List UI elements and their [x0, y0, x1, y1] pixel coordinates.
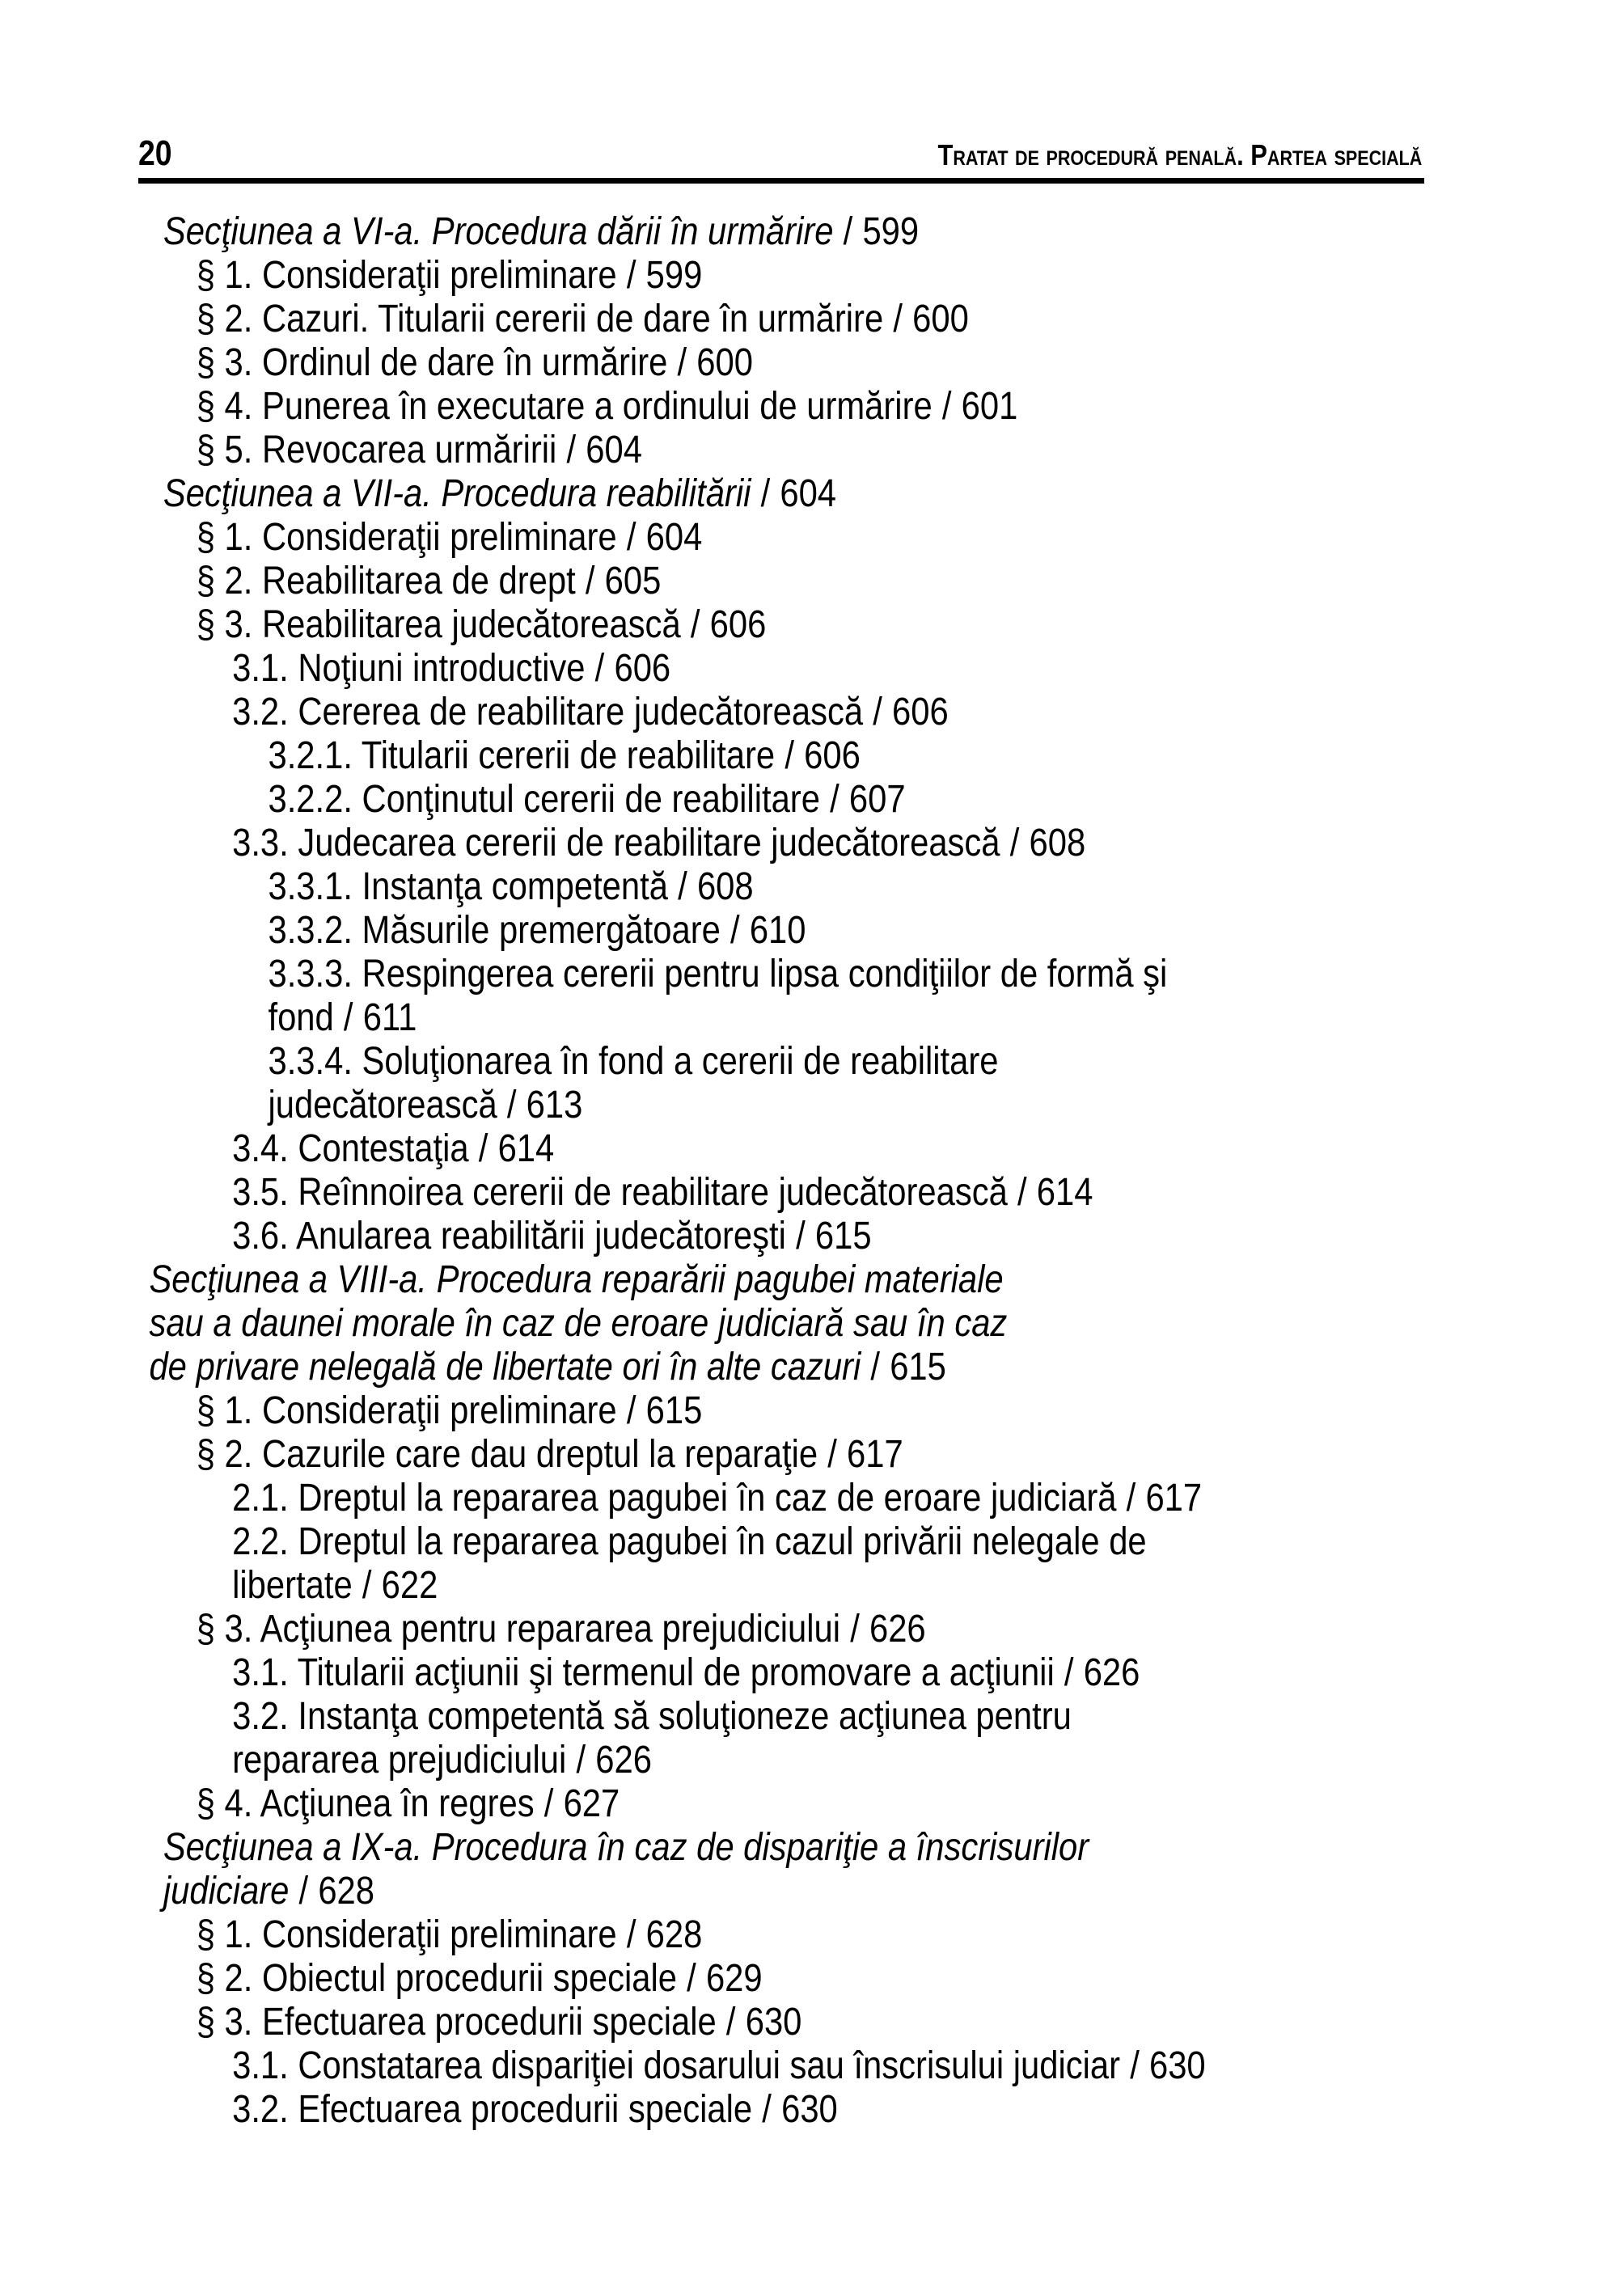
toc-entry: [0, 1127, 1413, 1171]
toc-entry-page: 607: [848, 778, 906, 821]
page-separator: /: [362, 1564, 372, 1607]
page-separator: /: [785, 734, 794, 777]
toc-entry: [0, 516, 1413, 560]
page-separator: /: [1009, 822, 1020, 864]
page-separator: /: [626, 1389, 636, 1432]
toc-entry: [0, 1695, 1413, 1739]
toc-entry-page: 629: [705, 1957, 763, 2000]
toc-entry: [0, 1389, 1413, 1433]
toc-entry-page: 626: [595, 1739, 652, 1782]
toc-entry-page: 615: [890, 1346, 946, 1389]
toc-entry: [0, 385, 1413, 429]
toc-entry: [0, 1433, 1413, 1477]
toc-entry-title: Secţiunea a VI-a. Procedura dării în urmărire: [163, 210, 834, 253]
page-separator: /: [566, 429, 577, 471]
toc-entry: [0, 734, 1413, 778]
toc-entry-title: 3.2. Instanţa competentă să soluţioneze acţiunea pentru: [232, 1695, 1072, 1738]
toc-entry-page: 606: [804, 734, 861, 777]
toc-entry: [0, 603, 1413, 647]
toc-entry-title: 3.1. Noţiuni introductive: [232, 647, 586, 690]
page-separator: /: [626, 254, 636, 297]
toc-entry: [0, 1171, 1413, 1215]
toc-entry-page: 628: [318, 1870, 375, 1913]
toc-entry: [0, 1084, 1413, 1127]
toc-entry-title: judiciare: [163, 1870, 290, 1913]
toc-entry-title: Secţiunea a VIII-a. Procedura reparării pagubei materiale: [149, 1258, 1004, 1301]
toc-entry-title: 3.2.2. Conţinutul cererii de reabilitare: [268, 778, 820, 821]
toc-entry-title: 3.3.3. Respingerea cererii pentru lipsa condiţiilor de formă şi: [268, 953, 1168, 995]
toc-entry-page: 627: [563, 1782, 620, 1825]
toc-entry: [0, 2044, 1413, 2088]
toc-entry-page: 626: [869, 1608, 926, 1651]
page-separator: /: [893, 298, 903, 340]
page-number: 20: [138, 133, 172, 173]
page-separator: /: [941, 385, 952, 428]
toc-entry-page: 611: [362, 996, 417, 1039]
page-separator: /: [796, 1215, 806, 1258]
toc-entry-page: 617: [847, 1433, 903, 1476]
toc-entry-title: 3.1. Titularii acţiunii şi termenul de promovare a acţiunii: [232, 1651, 1055, 1694]
running-header-title: Tratat de procedură penală. Partea specială: [937, 138, 1422, 171]
toc-entry-title: § 2. Reabilitarea de drept: [196, 560, 576, 602]
toc-entry-title: 3.3.4. Soluţionarea în fond a cererii de reabilitare: [268, 1040, 999, 1083]
toc-entry-page: 604: [586, 429, 642, 471]
toc-entry-title: sau a daunei morale în caz de eroare judiciară sau în caz: [149, 1302, 1008, 1345]
toc-entry-title: 3.3. Judecarea cererii de reabilitare judecătorească: [232, 822, 1000, 864]
page-separator: /: [830, 778, 839, 821]
page-separator: /: [626, 1913, 636, 1956]
page-separator: /: [1126, 1477, 1136, 1520]
toc-entry-page: 606: [614, 647, 671, 690]
toc-entry-title: 3.2. Efectuarea procedurii speciale: [232, 2088, 753, 2131]
toc-entry-title: § 3. Efectuarea procedurii speciale: [196, 2001, 717, 2044]
toc-entry: [0, 1258, 1413, 1302]
toc-entry-page: 600: [912, 298, 969, 340]
toc-entry-page: 599: [645, 254, 703, 297]
toc-entry-title: § 5. Revocarea urmăririi: [196, 429, 557, 471]
page-separator: /: [827, 1433, 837, 1476]
toc-entry-title: repararea prejudiciului: [232, 1739, 567, 1782]
toc-entry-page: 605: [604, 560, 662, 602]
toc-entry-title: 3.2. Cererea de reabilitare judecătorească: [232, 691, 864, 733]
toc-entry: [0, 254, 1413, 298]
page-separator: /: [850, 1608, 860, 1651]
toc-entry-page: 630: [745, 2001, 802, 2044]
toc-entry: [0, 472, 1413, 516]
page-separator: /: [870, 1346, 881, 1389]
toc-entry: [0, 1564, 1413, 1608]
toc-entry-title: § 1. Consideraţii preliminare: [196, 1389, 617, 1432]
toc-entry-title: 3.5. Reînnoirea cererii de reabilitare judecătorească: [232, 1171, 1008, 1214]
toc-entry-title: 3.3.1. Instanţa competentă: [268, 865, 668, 908]
toc-entry: [0, 1782, 1413, 1826]
toc-entry-page: 606: [892, 691, 949, 733]
toc-entry-title: 3.6. Anularea reabilitării judecătoreşti: [232, 1215, 786, 1258]
toc-entry-title: § 4. Punerea în executare a ordinului de urmărire: [196, 385, 933, 428]
page-separator: /: [725, 2001, 736, 2044]
toc-entry: [0, 691, 1413, 734]
toc-entry-title: 3.3.2. Măsurile premergătoare: [268, 909, 721, 952]
toc-entry-title: § 2. Cazurile care dau dreptul la reparaţie: [196, 1433, 818, 1476]
page-separator: /: [690, 603, 700, 646]
toc-entry-page: 615: [814, 1215, 872, 1258]
toc-entry-page: 608: [696, 865, 754, 908]
toc-entry: [0, 210, 1413, 254]
toc-entry: [0, 2088, 1413, 2132]
toc-entry-title: § 2. Cazuri. Titularii cererii de dare în urmărire: [196, 298, 884, 340]
page-separator: /: [1017, 1171, 1027, 1214]
toc-entry-title: § 2. Obiectul procedurii speciale: [196, 1957, 677, 2000]
toc-entry-page: 628: [645, 1913, 703, 1956]
page-separator: /: [843, 210, 853, 253]
toc-entry: [0, 1040, 1413, 1084]
page-separator: /: [678, 865, 687, 908]
table-of-contents: [0, 210, 1624, 2132]
toc-entry-page: 604: [645, 516, 703, 559]
toc-entry-title: § 4. Acţiunea în regres: [196, 1782, 535, 1825]
toc-entry-page: 601: [961, 385, 1018, 428]
toc-entry: [0, 996, 1413, 1040]
toc-entry: [0, 865, 1413, 909]
toc-entry: [0, 1651, 1413, 1695]
toc-entry-title: 3.1. Constatarea dispariţiei dosarului sau înscrisului judiciar: [232, 2044, 1121, 2087]
page-separator: /: [762, 2088, 772, 2131]
toc-entry: [0, 1826, 1413, 1870]
toc-entry-page: 613: [526, 1084, 583, 1126]
toc-entry-page: 614: [1036, 1171, 1093, 1214]
page-separator: /: [1130, 2044, 1140, 2087]
toc-entry-page: 604: [780, 472, 837, 515]
toc-entry-page: 615: [645, 1389, 703, 1432]
toc-entry: [0, 1302, 1413, 1346]
toc-entry: [0, 1913, 1413, 1957]
toc-entry: [0, 1346, 1413, 1389]
toc-entry: [0, 341, 1413, 385]
toc-entry: [0, 1215, 1413, 1258]
toc-entry-title: judecătorească: [268, 1084, 497, 1126]
page-separator: /: [543, 1782, 554, 1825]
toc-entry-page: 622: [381, 1564, 438, 1607]
toc-entry-title: § 1. Consideraţii preliminare: [196, 254, 617, 297]
toc-entry-page: 630: [781, 2088, 838, 2131]
toc-entry-page: 626: [1083, 1651, 1140, 1694]
toc-entry: [0, 560, 1413, 603]
toc-entry: [0, 298, 1413, 341]
toc-entry: [0, 1957, 1413, 2001]
toc-entry: [0, 1608, 1413, 1651]
toc-entry-title: libertate: [232, 1564, 353, 1607]
page-separator: /: [873, 691, 882, 733]
toc-entry-title: § 3. Ordinul de dare în urmărire: [196, 341, 668, 384]
toc-entry: [0, 778, 1413, 822]
toc-entry-page: 610: [749, 909, 806, 952]
toc-entry-title: fond: [268, 996, 334, 1039]
page-separator: /: [760, 472, 771, 515]
toc-entry-title: 2.2. Dreptul la repararea pagubei în cazul privării nelegale de: [232, 1520, 1147, 1563]
toc-entry-page: 608: [1029, 822, 1086, 864]
toc-entry-title: Secţiunea a VII-a. Procedura reabilitării: [163, 472, 751, 515]
toc-entry: [0, 429, 1413, 472]
page-separator: /: [506, 1084, 517, 1126]
toc-entry-title: § 1. Consideraţii preliminare: [196, 1913, 617, 1956]
toc-entry: [0, 1870, 1413, 1913]
toc-entry: [0, 1520, 1413, 1564]
toc-entry-title: 3.4. Contestaţia: [232, 1127, 469, 1170]
page-separator: /: [478, 1127, 488, 1170]
toc-entry-page: 606: [709, 603, 767, 646]
toc-entry-page: 614: [497, 1127, 555, 1170]
page-separator: /: [677, 341, 687, 384]
toc-entry: [0, 1477, 1413, 1520]
toc-entry-title: § 3. Acţiunea pentru repararea prejudiciului: [196, 1608, 841, 1651]
page-separator: /: [576, 1739, 586, 1782]
toc-entry-title: 2.1. Dreptul la repararea pagubei în caz de eroare judiciară: [232, 1477, 1117, 1520]
toc-entry: [0, 1739, 1413, 1782]
page-separator: /: [594, 647, 605, 690]
toc-entry-title: § 3. Reabilitarea judecătorească: [196, 603, 681, 646]
toc-entry-title: de privare nelegală de libertate ori în alte cazuri: [149, 1346, 861, 1389]
toc-entry: [0, 909, 1413, 953]
page-separator: /: [1064, 1651, 1074, 1694]
toc-entry-page: 599: [862, 210, 920, 253]
toc-entry-page: 630: [1148, 2044, 1206, 2087]
page-separator: /: [730, 909, 740, 952]
page-separator: /: [298, 1870, 309, 1913]
toc-entry-title: § 1. Consideraţii preliminare: [196, 516, 617, 559]
toc-entry-page: 600: [696, 341, 753, 384]
page-separator: /: [343, 996, 353, 1039]
toc-entry-title: Secţiunea a IX-a. Procedura în caz de dispariţie a înscrisurilor: [163, 1826, 1089, 1869]
toc-entry-page: 617: [1145, 1477, 1203, 1520]
page-separator: /: [585, 560, 595, 602]
page-separator: /: [626, 516, 636, 559]
toc-entry-title: 3.2.1. Titularii cererii de reabilitare: [268, 734, 776, 777]
toc-entry: [0, 822, 1413, 865]
toc-entry: [0, 647, 1413, 691]
page-separator: /: [687, 1957, 696, 2000]
toc-entry: [0, 2001, 1413, 2044]
toc-entry: [0, 953, 1413, 996]
header-rule: [138, 178, 1424, 184]
